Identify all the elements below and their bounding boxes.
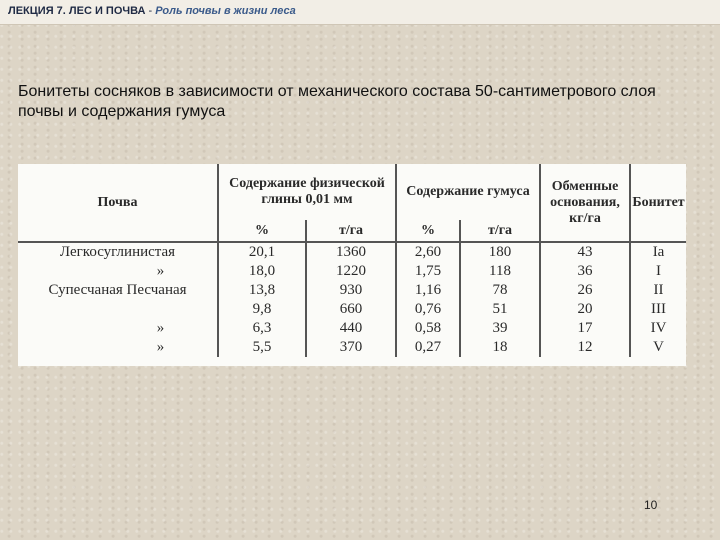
cell-humus-tha: 39 [460,319,540,338]
cell-humus-pct: 2,60 [396,242,460,262]
header-soil: Почва [18,164,218,242]
subheader-humus-pct: % [396,220,460,242]
cell-bonitet: II [653,282,664,298]
cell-bonitet: I [656,263,662,279]
header-humus: Содержание гумуса [396,164,540,220]
data-table-container [18,164,686,366]
cell-clay-pct: 5,5 [218,338,306,357]
bonitet-table [18,164,686,357]
subheader-clay-pct: % [218,220,306,242]
cell-clay-tha: 660 [306,300,396,319]
header-separator: - [145,5,156,17]
cell-soil [18,300,218,319]
cell-humus-pct: 0,27 [396,338,460,357]
table-row [18,319,686,338]
table-row [18,242,686,262]
cell-humus-pct: 0,58 [396,319,460,338]
table-row [18,281,686,300]
cell-humus-tha: 78 [460,281,540,300]
cell-bonitet: IV [650,320,667,336]
cell-humus-tha: 51 [460,300,540,319]
cell-humus-tha: 180 [460,242,540,262]
cell-clay-pct: 13,8 [218,281,306,300]
cell-bases: 26 [540,281,630,300]
cell-soil: Супесчаная Песчаная [18,281,218,300]
cell-humus-tha: 18 [460,338,540,357]
cell-clay-tha: 930 [306,281,396,300]
cell-clay-tha: 440 [306,319,396,338]
cell-bases: 20 [540,300,630,319]
header-title [8,5,296,17]
cell-bases: 43 [540,242,630,262]
cell-soil: » [18,319,218,338]
header-bonitet: Бонитет [630,164,686,242]
header-topic: Роль почвы в жизни леса [155,5,296,17]
cell-bases: 17 [540,319,630,338]
cell-soil: » [18,262,218,281]
cell-humus-pct: 1,16 [396,281,460,300]
cell-clay-tha: 1220 [306,262,396,281]
cell-clay-tha: 370 [306,338,396,357]
subheader-humus-tha: т/га [460,220,540,242]
cell-clay-tha: 1360 [306,242,396,262]
cell-humus-pct: 0,76 [396,300,460,319]
cell-clay-pct: 18,0 [218,262,306,281]
cell-clay-pct: 9,8 [218,300,306,319]
page-number: 10 [644,498,658,512]
cell-soil: Легкосуглинистая [18,242,218,262]
slide-header [0,0,720,25]
header-bases: Обменные основания, кг/га [540,164,630,242]
cell-bases: 36 [540,262,630,281]
subheader-clay-tha: т/га [306,220,396,242]
cell-bonitet: III [651,301,667,317]
cell-bonitet: V [653,339,664,355]
cell-bonitet: Ia [652,244,665,260]
cell-humus-tha: 118 [460,262,540,281]
cell-soil: » [18,338,218,357]
header-lecture: ЛЕКЦИЯ 7. ЛЕС И ПОЧВА [8,5,146,17]
cell-humus-pct: 1,75 [396,262,460,281]
cell-bases: 12 [540,338,630,357]
cell-clay-pct: 20,1 [218,242,306,262]
cell-clay-pct: 6,3 [218,319,306,338]
slide-main-text: Бонитеты сосняков в зависимости от механического состава 50-сантиметрового слоя почвы и содержания гумуса [18,83,656,120]
table-row [18,300,686,319]
table-row [18,262,686,281]
table-row [18,338,686,357]
header-clay: Содержание физической глины 0,01 мм [218,164,396,220]
